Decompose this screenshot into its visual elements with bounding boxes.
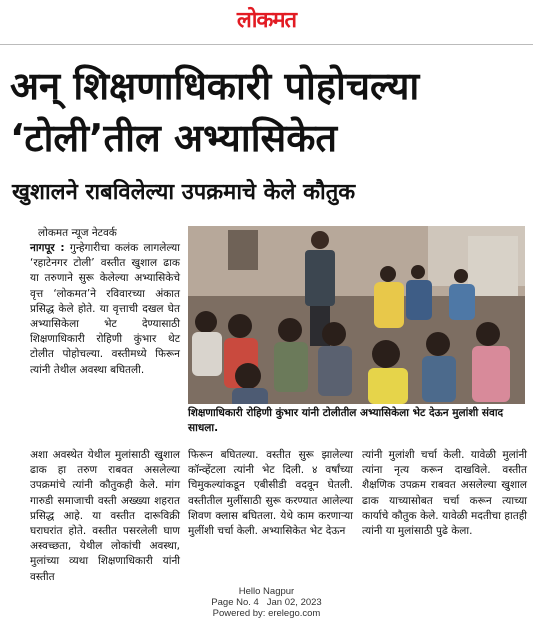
column-2-text: अशा अवस्थेत येथील मुलांसाठी खुशाल ढाक हा तरुण राबवत असलेल्या उपक्रमांचे त्यांनी कौतुकही केले. मांग गारुडी समाजाची वस्ती अख्ख्या शहरात प्रसिद्ध आहे. या वस्तीत दारूविक्री घराघरांत होते. वस्तीत पसरलेली घाण अस्वच्छता, येथील लोकांची अवस्था, मुलांच्या व्यथा शिक्षणाधिकारी यांनी वस्तीत: [30, 449, 180, 583]
footer-edition: Hello Nagpur: [238, 586, 295, 597]
article-column-3: [188, 448, 353, 539]
headline: [10, 60, 525, 164]
column-1-text: गुन्हेगारीचा कलंक लागलेल्या ‘रहाटेनगर टोली’ वस्तीत खुशाल ढाक या तरुणाने सुरू केलेल्या अभ्यासिकेचे वृत्त ‘लोकमत’ने रविवारच्या अंकात प्रसिद्ध केले होते. या वृत्ताची दखल घेत अभ्यासिकेला भेट देण्यासाठी शिक्षणाधिकारी रोहिणी कुंभार थेट टोलीत पोहोचल्या. वस्तीमध्ये फिरून त्यांनी तेथील अवस्था बघितली.: [30, 242, 180, 376]
footer-date: Jan 02, 2023: [266, 597, 322, 608]
lokmat-logo: लोकमत: [236, 8, 297, 33]
column-4-text: त्यांनी मुलांशी चर्चा केली. यावेळी मुलांनी त्यांना नृत्य करून दाखविले. वस्तीत शैक्षणिक उपक्रम राबवत असलेल्या खुशाल ढाक याच्यासोबत चर्चा करून त्याच्या कार्याचे कौतुक केले. यावेळी मदतीचा हातही त्यांनी या मुलांसाठी पुढे केला.: [362, 449, 527, 538]
masthead: [0, 4, 533, 34]
dateline: नागपूर :: [30, 242, 65, 254]
article-column-4: [362, 448, 527, 539]
article-column-2: [30, 448, 180, 585]
subheadline: खुशालने राबविलेल्या उपक्रमाचे केले कौतुक: [12, 180, 356, 205]
page-footer: [0, 586, 533, 619]
photo-illustration: [188, 226, 525, 404]
column-3-text: फिरून बघितल्या. वस्तीत सुरू झालेल्या कॉन्व्हेंटला त्यांनी भेट दिली. ४ वर्षांच्या चिमुकल्यांकडून एबीसीडी वदवून घेतली. वस्तीतील मुलींसाठी सुरू करण्यात आलेल्या शिवण क्लास बघितला. येथे काम करणाऱ्या मुलींशी चर्चा केली. अभ्यासिकेत भेट देऊन: [188, 449, 353, 538]
footer-powered-by: Powered by: erelego.com: [212, 608, 321, 619]
article-photo: [188, 226, 525, 404]
headline-line-2: ‘टोली’तील अभ्यासिकेत: [10, 116, 338, 160]
masthead-divider: [0, 44, 533, 45]
footer-page-info: [0, 597, 533, 608]
article-column-1: [30, 241, 180, 378]
headline-line-1: अन् शिक्षणाधिकारी पोहोचल्या: [10, 64, 420, 108]
photo-caption: शिक्षणाधिकारी रोहिणी कुंभार यांनी टोलीतील अभ्यासिकेला भेट देऊन मुलांशी संवाद साधला.: [188, 407, 504, 434]
byline: लोकमत न्यूज नेटवर्क: [38, 227, 117, 239]
footer-page-number: Page No. 4: [211, 597, 259, 608]
